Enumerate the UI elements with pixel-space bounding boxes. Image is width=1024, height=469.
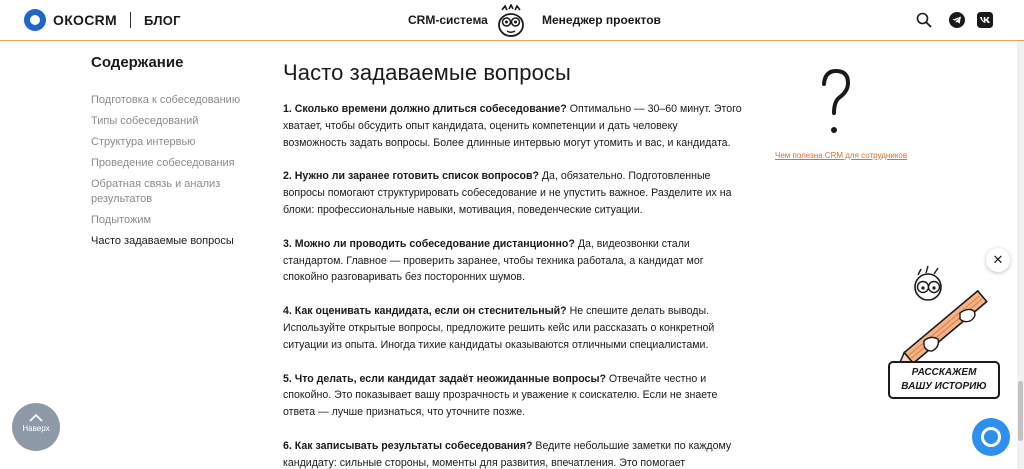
promo-close-button[interactable]: ✕ bbox=[986, 248, 1010, 272]
faq-answer: Да, обязательно. Подготовленные вопросы помогают структурировать собеседование и не упустить важное. Разделите их на блоки: профессиональные навыки, мотивация, поведенческие ситуации. bbox=[283, 170, 732, 216]
faq-question: 6. Как записывать результаты собеседования? bbox=[283, 439, 533, 452]
logo-text: ОКОCRM bbox=[53, 12, 118, 28]
telegram-icon[interactable] bbox=[949, 12, 965, 28]
blog-link[interactable]: БЛОГ bbox=[144, 12, 181, 28]
chat-widget-button[interactable] bbox=[972, 418, 1010, 456]
article-title: Часто задаваемые вопросы bbox=[283, 60, 571, 85]
toc-item-active[interactable]: Часто задаваемые вопросы bbox=[91, 235, 234, 247]
toc-item[interactable]: Подготовка к собеседованию bbox=[91, 94, 241, 106]
back-to-top-label: Наверх bbox=[22, 424, 50, 433]
nav-crm-system[interactable]: CRM-система bbox=[408, 13, 488, 27]
vk-icon[interactable] bbox=[977, 12, 993, 28]
faq-question: 4. Как оценивать кандидата, если он стеснительный? bbox=[283, 305, 567, 318]
faq-question: 5. Что делать, если кандидат задаёт неожиданные вопросы? bbox=[283, 372, 606, 385]
faq-item bbox=[283, 438, 743, 469]
promo-line-1: РАССКАЖЕМ bbox=[911, 367, 977, 378]
mascot-icon[interactable] bbox=[496, 4, 526, 38]
toc-item[interactable]: Проведение собеседования bbox=[91, 157, 235, 169]
faq-question: 3. Можно ли проводить собеседование дистанционно? bbox=[283, 237, 575, 250]
faq-answer: Оптимально — 30–60 минут. Этого хватает, чтобы обсудить опыт кандидата, оценить компетенции и дать человеку возможность задать вопросы. Более длинные интервью могут утомить и вас, и кандидата. bbox=[283, 103, 742, 149]
faq-answer: Не спешите делать выводы. Используйте открытые вопросы, предложите решить кейс или рассказать о конкретной ситуации из опыта. Иногда тихие кандидаты оказываются отличными специалистами. bbox=[283, 305, 715, 351]
chat-icon bbox=[981, 427, 1001, 447]
related-article-link[interactable]: Чем полезна CRM для сотрудников bbox=[775, 151, 908, 160]
toc-item[interactable]: Обратная связь и анализ результатов bbox=[91, 178, 221, 205]
faq-question: 1. Сколько времени должно длиться собеседование? bbox=[283, 103, 567, 115]
toc-item[interactable]: Типы собеседований bbox=[91, 115, 199, 127]
faq-answer: Отвечайте честно и спокойно. Это показывает вашу прозрачность и уважение к соискателю. Если не знаете ответа — лучше признаться, что уточните позже. bbox=[283, 372, 718, 419]
faq-item bbox=[283, 303, 743, 353]
faq-answer: Ведите небольшие заметки по каждому кандидату: сильные стороны, моменты для развития, впечатления. Это помогает bbox=[283, 439, 732, 469]
logo[interactable] bbox=[24, 9, 181, 31]
chevron-up-icon bbox=[29, 413, 43, 422]
promo-line-2: ВАШУ ИСТОРИЮ bbox=[901, 381, 987, 392]
tell-your-story-label[interactable] bbox=[888, 361, 1000, 399]
faq-item bbox=[283, 101, 743, 151]
toc-list bbox=[91, 93, 261, 255]
page-scrollbar[interactable] bbox=[1017, 41, 1024, 469]
faq-question: 2. Нужно ли заранее готовить список вопросов? bbox=[283, 170, 539, 183]
back-to-top-button[interactable] bbox=[12, 403, 60, 451]
faq-item bbox=[283, 371, 743, 421]
scrollbar-thumb[interactable] bbox=[1018, 381, 1023, 441]
question-mark-icon bbox=[819, 68, 853, 138]
faq-answer: Да, видеозвонки стали стандартом. Главное — проверить заранее, чтобы техника работала, а кандидат мог спокойно разговаривать без посторонних шумов. bbox=[283, 237, 704, 284]
toc-item[interactable]: Подытожим bbox=[91, 214, 152, 226]
toc-item[interactable]: Структура интервью bbox=[91, 136, 196, 148]
nav-project-manager[interactable]: Менеджер проектов bbox=[542, 13, 661, 27]
site-header bbox=[0, 0, 1024, 41]
faq-item bbox=[283, 168, 743, 218]
search-icon[interactable] bbox=[916, 12, 932, 28]
logo-divider bbox=[130, 12, 131, 28]
toc-title: Содержание bbox=[91, 54, 184, 71]
faq-item bbox=[283, 236, 743, 286]
article-body bbox=[283, 101, 743, 469]
okocrm-logo-icon bbox=[24, 9, 46, 31]
